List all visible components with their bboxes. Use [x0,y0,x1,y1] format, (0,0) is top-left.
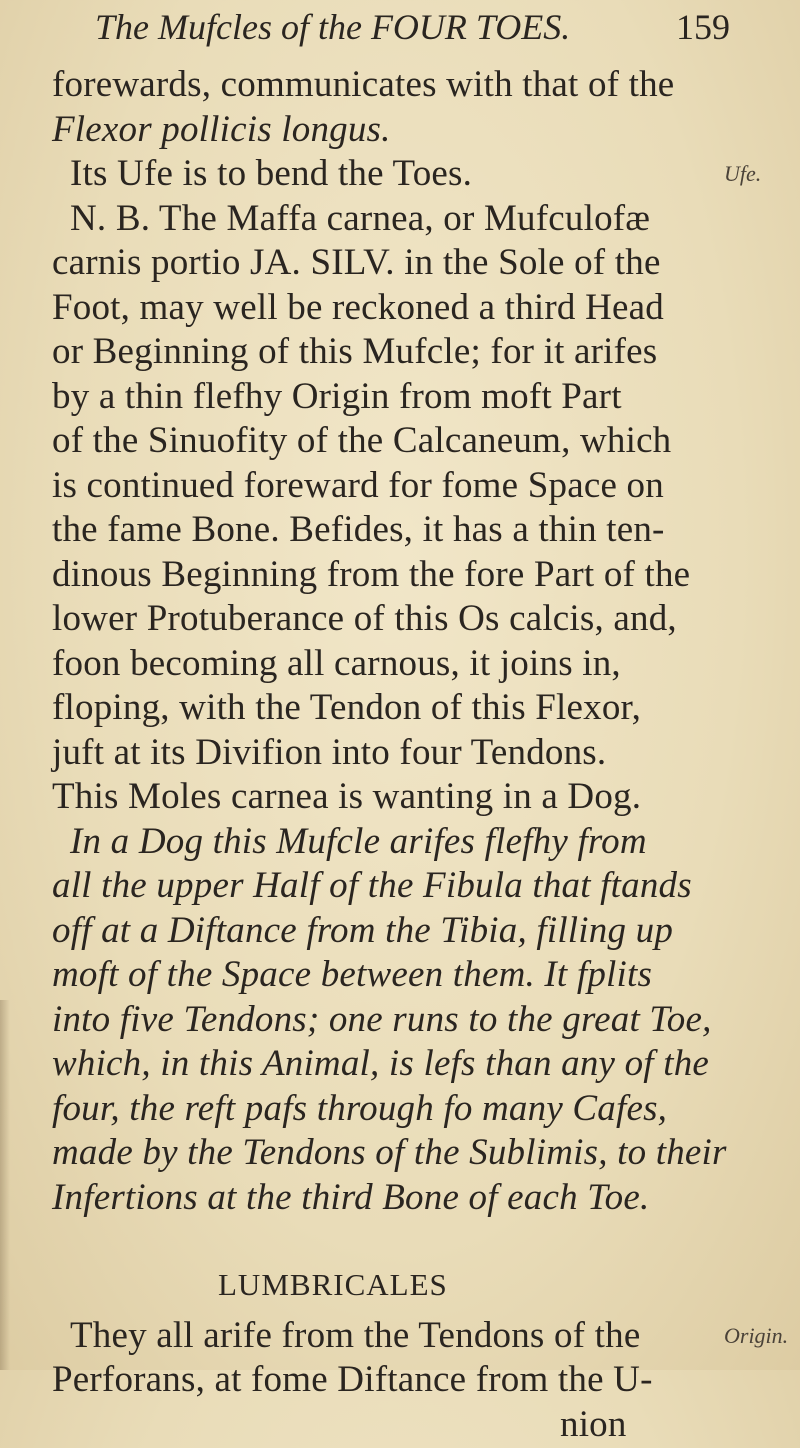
text-line: four, the reft pafs through fo many Cafes, [52,1087,668,1129]
text-line: is continued foreward for fome Space on [52,464,664,506]
text-line: This Moles carnea is wanting in a Dog. [52,776,642,817]
running-head-title: The Mufcles of the FOUR TOES. [95,7,571,47]
text-line: Foot, may well be reckoned a third Head [52,286,664,328]
text-line: forewards, communicates with that of the [52,64,675,105]
text-line: lower Protuberance of this Os calcis, and, [52,598,677,639]
text-line: all the upper Half of the Fibula that ftands [52,865,692,906]
text-line: the fame Bone. Befides, it has a thin ten- [52,509,665,550]
page-edge-shadow [0,1000,10,1370]
text-line: made by the Tendons of the Sublimis, to their [52,1132,727,1173]
text-line: carnis portio JA. SILV. in the Sole of the [52,242,661,283]
text-line: N. B. The Maffa carnea, or Mufculofæ [70,197,651,239]
text-line: floping, with the Tendon of this Flexor, [52,687,642,728]
margin-note-origin: Origin. [724,1322,789,1348]
page-number: 159 [676,7,730,47]
text-line: which, in this Animal, is lefs than any of the [52,1043,710,1084]
text-line: moft of the Space between them. It fplits [52,954,653,995]
text-line: In a Dog this Mufcle arifes flefhy from [70,820,647,862]
text-line: juft at its Divifion into four Tendons. [52,731,607,773]
margin-note-use: Ufe. [724,161,762,186]
section-heading: LUMBRICALES [218,1266,448,1302]
text-line: They all arife from the Tendons of the [70,1314,641,1356]
text-line: dinous Beginning from the fore Part of the [52,553,691,595]
text-line: Flexor pollicis longus. [52,108,391,150]
text-line: Infertions at the third Bone of each Toe. [52,1176,650,1218]
text-line: foon becoming all carnous, it joins in, [52,642,621,684]
text-line: Its Ufe is to bend the Toes. [70,153,473,194]
text-line: by a thin flefhy Origin from moft Part [52,375,622,417]
text-line: into five Tendons; one runs to the great Toe, [52,998,712,1040]
text-line: of the Sinuofity of the Calcaneum, which [52,420,672,461]
text-line: Perforans, at fome Diftance from the U- [52,1359,653,1400]
text-line: off at a Diftance from the Tibia, filling up [52,909,674,951]
text-line: nion [560,1403,627,1445]
text-line: or Beginning of this Mufcle; for it arifes [52,331,658,372]
